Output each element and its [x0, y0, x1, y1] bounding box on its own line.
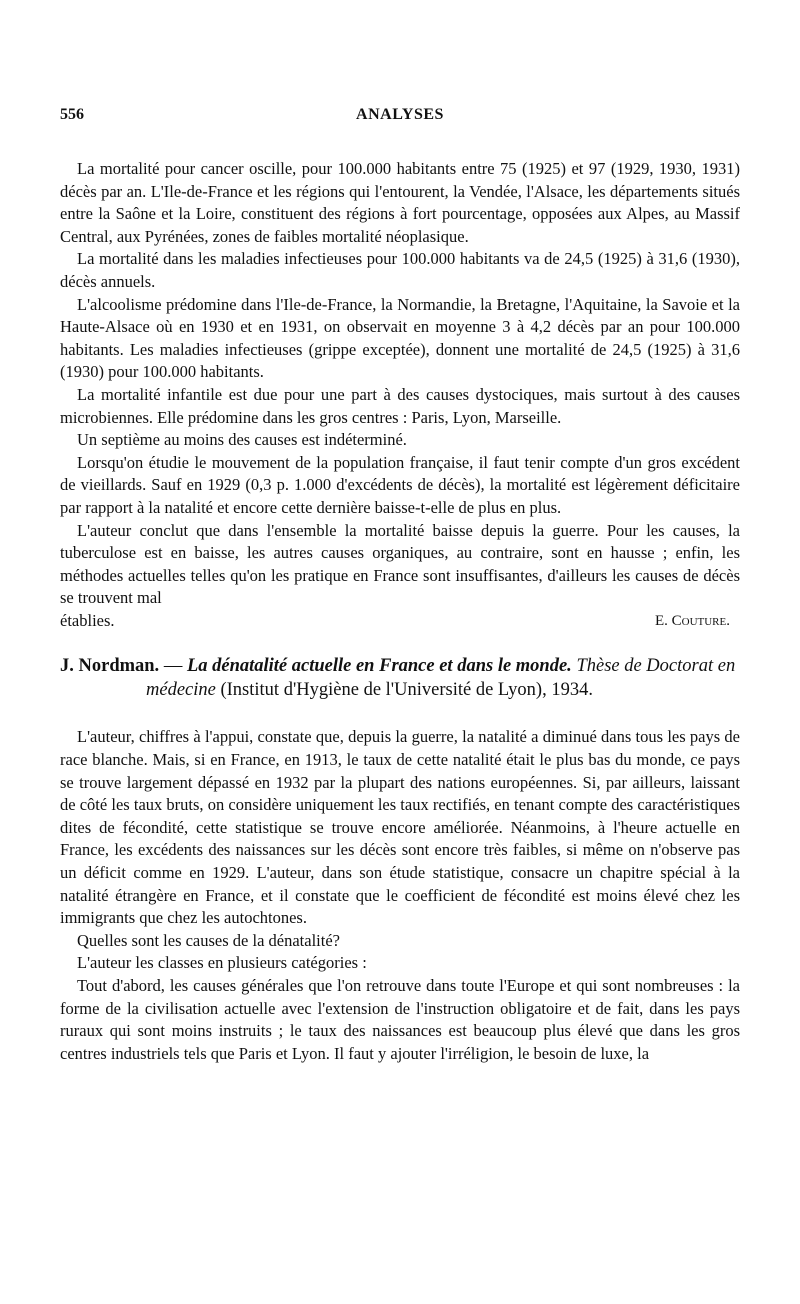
paragraph: Un septième au moins des causes est indéterminé.: [77, 430, 407, 450]
paragraph: L'auteur conclut que dans l'ensemble la mortalité baisse depuis la guerre. Pour les causes, la tuberculose est en baisse, les autres causes organiques, au contraire, sont en hausse ; enfin, les méthodes actuelles telles qu'on les pratique en France sont insuffisantes, d'ailleurs les causes de décès se trouvent mal: [60, 520, 740, 608]
paragraph: L'auteur, chiffres à l'appui, constate que, depuis la guerre, la natalité a diminué dans tous les pays de race blanche. Mais, si en France, en 1913, le taux de cette natalité était le plus bas du monde, ce pays se trouve largement dépassé en 1932 par la plupart des nations européennes. Si, par ailleurs, laissant de côté les taux bruts, on considère uniquement les taux rectifiés, en tenant compte des caractéristiques dites de fécondité, cette statistique se trouve encore améliorée. Néanmoins, à l'heure actuelle en France, les excédents des naissances sur les décès sont encore très faibles, si même on n'observe pas un déficit comme en 1929. L'auteur, dans son étude statistique, consacre un chapitre spécial à la natalité étrangère en France, et il constate que le coefficient de fécondité est moins élevé chez les immigrants que chez les autochtones.: [60, 727, 740, 928]
paragraph: Quelles sont les causes de la dénatalité?: [77, 930, 340, 950]
entry-thesis-type: Thèse de Doctorat en médecine: [146, 656, 736, 701]
entry-title: La dénatalité actuelle en France et dans le monde.: [186, 656, 572, 677]
journal-page: [60, 106, 740, 1065]
page-number: 556: [60, 106, 84, 123]
reviewer-signature: E. Couture.: [654, 612, 730, 629]
paragraph: La mortalité infantile est due pour une part à des causes dystociques, mais surtout à des causes microbiennes. Elle prédomine dans les gros centres : Paris, Lyon, Marseille.: [60, 384, 740, 427]
running-head: [60, 106, 740, 134]
bibliographic-entry: [60, 654, 740, 702]
paragraph: La mortalité pour cancer oscille, pour 100.000 habitants entre 75 (1925) et 97 (1929, 1930, 1931) décès par an. L'Ile-de-France et les régions qui l'entourent, la Vendée, l'Alsace, les départements situés entre la Saône et la Loire, constituent des régions à fort pourcentage, opposées aux Alpes, au Massif Central, aux Pyrénées, zones de faibles mortalité néoplasique.: [60, 159, 740, 246]
paragraph: Lorsqu'on étudie le mouvement de la population française, il faut tenir compte d'un gros excédent de vieillards. Sauf en 1929 (0,3 p. 1.000 d'excédents de décès), la mortalité est légèrement déficitaire par rapport à la natalité et encore cette dernière baisse-t-elle de plus en plus.: [60, 452, 740, 517]
review-couture: [60, 158, 740, 632]
paragraph: Tout d'abord, les causes générales que l'on retrouve dans toute l'Europe et qui sont nombreuses : la forme de la civilisation actuelle avec l'extension de l'instruction obligatoire et de fait, dans les pays ruraux qui sont moins instruits ; le taux des naissances est beaucoup plus élevé que dans les gros centres industriels tels que Paris et Lyon. Il faut y ajouter l'irréligion, le besoin de luxe, la: [60, 976, 740, 1063]
entry-dash: —: [159, 656, 187, 677]
section-title: ANALYSES: [356, 106, 444, 123]
entry-author: J. Nordman.: [60, 656, 160, 677]
paragraph: La mortalité dans les maladies infectieuses pour 100.000 habitants va de 24,5 (1925) à 31,6 (1930), décès annuels.: [60, 249, 740, 291]
signature-line: [60, 610, 740, 633]
review-nordman: [60, 726, 740, 1065]
entry-institution: (Institut d'Hygiène de l'Université de Lyon), 1934.: [215, 680, 593, 701]
paragraph: L'alcoolisme prédomine dans l'Ile-de-France, la Normandie, la Bretagne, l'Aquitaine, la Savoie et la Haute-Alsace où en 1930 et en 1931, on observait en moyenne 3 à 4,2 décès par an pour 100.000 habitants. Les maladies infectieuses (grippe exceptée), donnent une mortalité de 24,5 (1925) à 31,6 (1930) pour 100.000 habitants.: [60, 294, 740, 382]
paragraph: L'auteur les classes en plusieurs catégories :: [77, 953, 367, 973]
closing-text: établies.: [60, 610, 115, 630]
